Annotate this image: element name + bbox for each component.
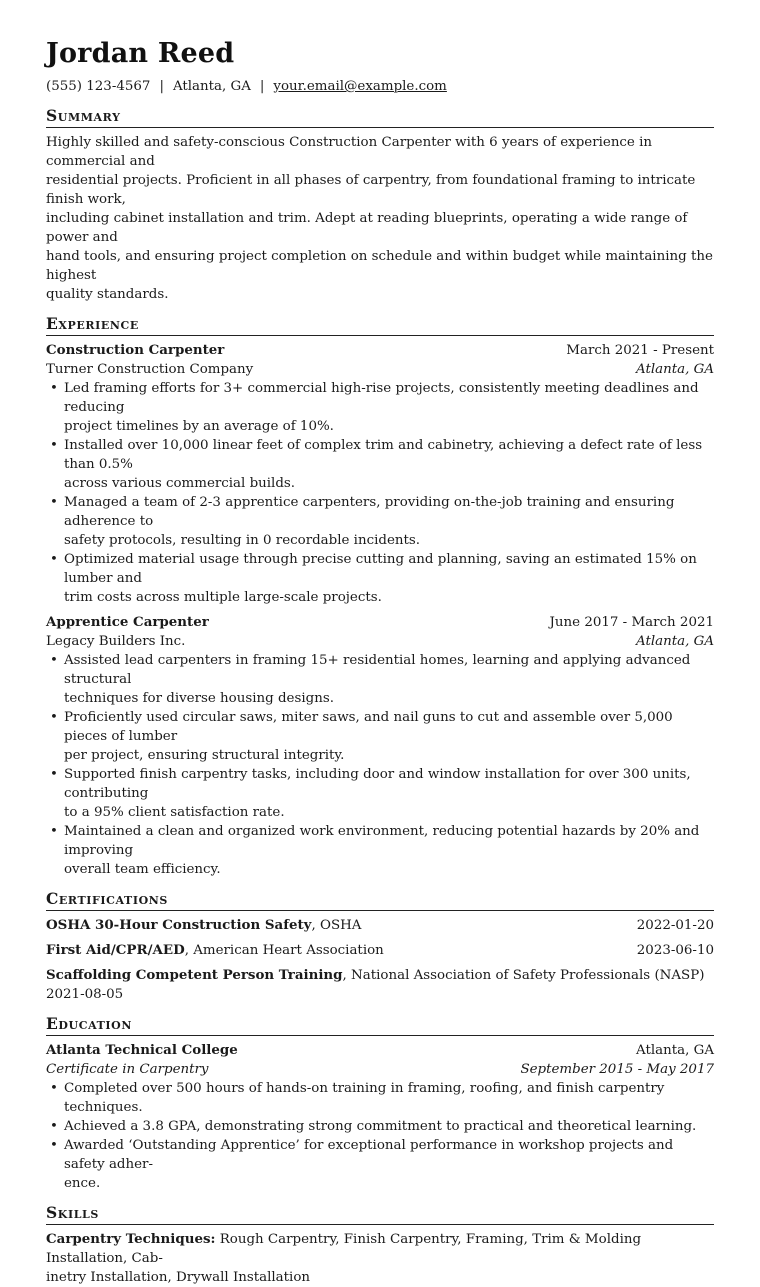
list-item bbox=[46, 493, 714, 550]
phone: (555) 123-4567 bbox=[46, 79, 151, 94]
job-location: Atlanta, GA bbox=[636, 362, 714, 377]
section-title-education: Education bbox=[46, 1014, 714, 1036]
bullet-line: per project, ensuring structural integrity. bbox=[64, 748, 345, 763]
bullet-line: • Led framing efforts for 3+ commercial high-rise projects, consistently meeting deadlines and reducing bbox=[64, 381, 699, 415]
company-name: Turner Construction Company bbox=[46, 362, 254, 377]
skills-list-continued: inetry Installation, Drywall Installation bbox=[46, 1270, 311, 1285]
summary-text bbox=[46, 133, 714, 304]
list-item bbox=[46, 822, 714, 879]
cert-issuer: , American Heart Association bbox=[184, 943, 384, 958]
candidate-name: Jordan Reed bbox=[46, 38, 235, 69]
bullet-line: to a 95% client satisfaction rate. bbox=[64, 805, 285, 820]
summary-line: hand tools, and ensuring project completion on schedule and within budget while maintaining the highest bbox=[46, 249, 713, 283]
section-title-experience: Experience bbox=[46, 314, 714, 336]
company-name: Legacy Builders Inc. bbox=[46, 634, 186, 649]
cert-date: 2023-06-10 bbox=[636, 943, 714, 958]
cert-issuer: , OSHA bbox=[311, 918, 362, 933]
job-dates: June 2017 - March 2021 bbox=[549, 615, 714, 630]
education-entry bbox=[46, 1041, 714, 1193]
list-item bbox=[46, 1079, 714, 1117]
degree: Certificate in Carpentry bbox=[46, 1062, 209, 1077]
bullet-line: • Supported finish carpentry tasks, including door and window installation for over 300 units, contributing bbox=[64, 767, 691, 801]
contact-line bbox=[46, 78, 714, 96]
job-location: Atlanta, GA bbox=[636, 634, 714, 649]
education-bullets bbox=[46, 1079, 714, 1193]
list-item bbox=[46, 436, 714, 493]
bullet-line: • Achieved a 3.8 GPA, demonstrating strong commitment to practical and theoretical learning. bbox=[64, 1119, 697, 1134]
bullet-line: • Maintained a clean and organized work environment, reducing potential hazards by 20% and improving bbox=[64, 824, 700, 858]
education-subheader bbox=[46, 1060, 714, 1079]
job-bullets bbox=[46, 651, 714, 879]
bullet-line: • Assisted lead carpenters in framing 15+ residential homes, learning and applying advanced structural bbox=[64, 653, 691, 687]
cert-issuer: , National Association of Safety Professionals (NASP) bbox=[342, 968, 705, 983]
summary-line: residential projects. Proficient in all phases of carpentry, from foundational framing to intricate finish work, bbox=[46, 173, 696, 207]
bullet-line: techniques for diverse housing designs. bbox=[64, 691, 334, 706]
bullet-line: • Proficiently used circular saws, miter saws, and nail guns to cut and assemble over 5,000 pieces of lumber bbox=[64, 710, 673, 744]
job-title: Construction Carpenter bbox=[46, 342, 225, 358]
cert-name: OSHA 30-Hour Construction Safety bbox=[46, 917, 312, 933]
bullet-line: • Awarded ‘Outstanding Apprentice’ for exceptional performance in workshop projects and safety adher- bbox=[64, 1138, 674, 1172]
bullet-line: trim costs across multiple large-scale projects. bbox=[64, 590, 382, 605]
bullet-line: ence. bbox=[64, 1176, 101, 1191]
list-item bbox=[46, 1117, 714, 1136]
separator: | bbox=[259, 79, 265, 94]
bullet-line: • Optimized material usage through precise cutting and planning, saving an estimated 15% on lumber and bbox=[64, 552, 697, 586]
list-item bbox=[46, 651, 714, 708]
job-header bbox=[46, 613, 714, 632]
certification-entry bbox=[46, 916, 714, 935]
skills-entry bbox=[46, 1230, 714, 1287]
summary-line: quality standards. bbox=[46, 287, 169, 302]
bullet-line: • Installed over 10,000 linear feet of complex trim and cabinetry, achieving a defect rate of less than 0.5% bbox=[64, 438, 703, 472]
summary-line: including cabinet installation and trim. Adept at reading blueprints, operating a wide range of power and bbox=[46, 211, 688, 245]
cert-date: 2022-01-20 bbox=[636, 918, 714, 933]
bullet-line: overall team efficiency. bbox=[64, 862, 221, 877]
experience-entry bbox=[46, 341, 714, 607]
job-title: Apprentice Carpenter bbox=[46, 614, 209, 630]
list-item bbox=[46, 708, 714, 765]
list-item bbox=[46, 1136, 714, 1193]
experience-entry bbox=[46, 613, 714, 879]
bullet-line: • Completed over 500 hours of hands-on training in framing, roofing, and finish carpentry techniques. bbox=[64, 1081, 665, 1115]
certification-entry bbox=[46, 966, 714, 1004]
job-subheader bbox=[46, 360, 714, 379]
school-name: Atlanta Technical College bbox=[46, 1042, 238, 1058]
education-dates: September 2015 - May 2017 bbox=[520, 1062, 714, 1077]
skills-label: Carpentry Techniques: bbox=[46, 1231, 216, 1247]
cert-name: First Aid/CPR/AED bbox=[46, 942, 185, 958]
bullet-line: project timelines by an average of 10%. bbox=[64, 419, 334, 434]
bullet-line: • Managed a team of 2-3 apprentice carpenters, providing on-the-job training and ensuring adherence to bbox=[64, 495, 675, 529]
job-subheader bbox=[46, 632, 714, 651]
section-title-summary: Summary bbox=[46, 106, 714, 128]
location: Atlanta, GA bbox=[172, 79, 251, 94]
bullet-line: across various commercial builds. bbox=[64, 476, 296, 491]
section-title-certifications: Certifications bbox=[46, 889, 714, 911]
cert-date: 2021-08-05 bbox=[46, 987, 124, 1002]
email-link[interactable]: your.email@example.com bbox=[273, 79, 447, 94]
bullet-line: safety protocols, resulting in 0 recordable incidents. bbox=[64, 533, 421, 548]
job-bullets bbox=[46, 379, 714, 607]
list-item bbox=[46, 379, 714, 436]
summary-line: Highly skilled and safety-conscious Construction Carpenter with 6 years of experience in commercial and bbox=[46, 135, 653, 169]
job-dates: March 2021 - Present bbox=[566, 343, 714, 358]
cert-name: Scaffolding Competent Person Training bbox=[46, 967, 343, 983]
separator: | bbox=[159, 79, 164, 94]
school-location: Atlanta, GA bbox=[636, 1043, 714, 1058]
education-header bbox=[46, 1041, 714, 1060]
job-header bbox=[46, 341, 714, 360]
skills-list: Rough Carpentry, Finish Carpentry, Framing, Trim & Molding Installation, Cab- bbox=[46, 1232, 642, 1266]
list-item bbox=[46, 765, 714, 822]
certification-entry bbox=[46, 941, 714, 960]
list-item bbox=[46, 550, 714, 607]
section-title-skills: Skills bbox=[46, 1203, 714, 1225]
